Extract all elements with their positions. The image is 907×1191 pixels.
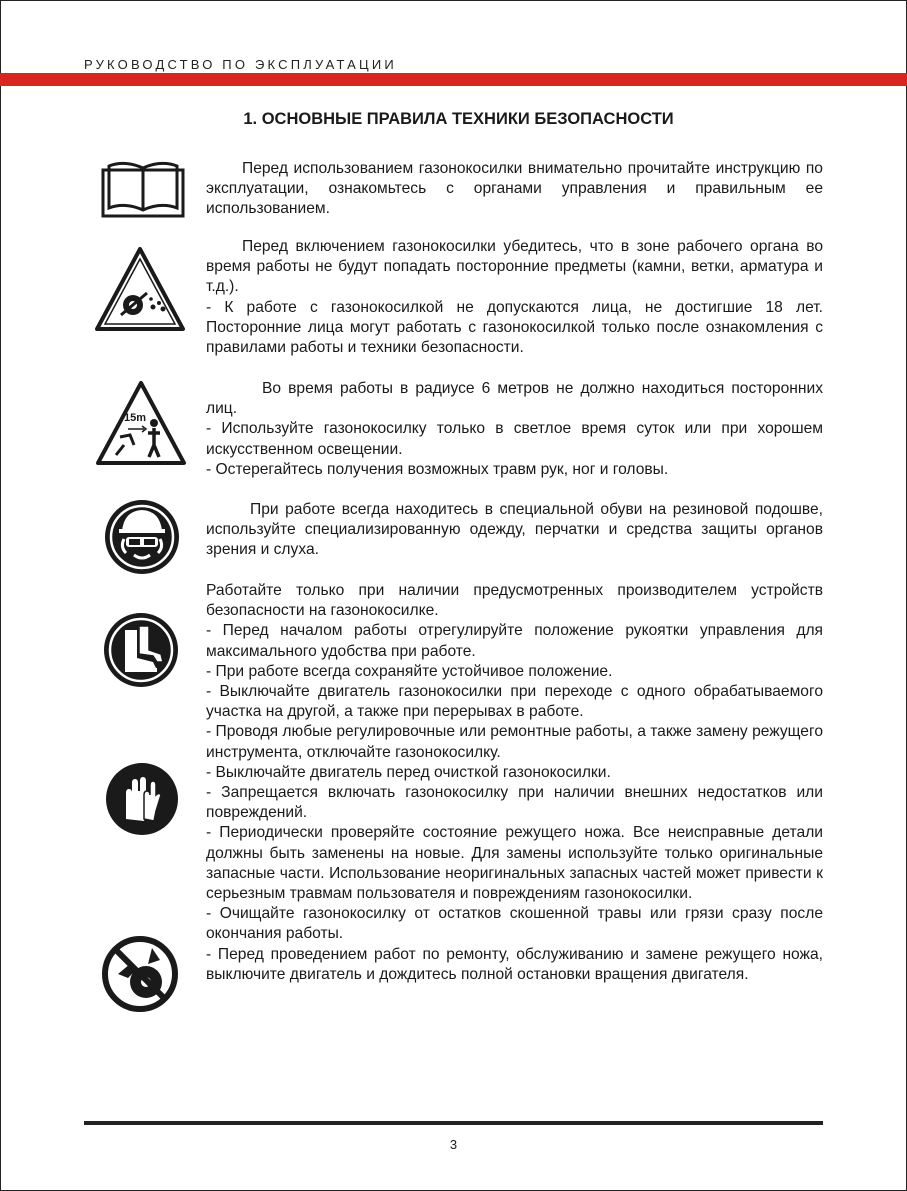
text-block-safety-rules (206, 581, 823, 985)
text-block-work-zone (206, 237, 823, 358)
gloves-icon (104, 761, 180, 837)
paragraph: При работе всегда находитесь в специальной обуви на резиновой подошве, используйте специализированную одежду, перчатки и средства защиты органов зрения и слуха. (206, 501, 823, 559)
header-accent-bar (0, 73, 907, 86)
paragraph: - Выключайте двигатель перед очисткой газонокосилки. (206, 763, 611, 781)
paragraph: Перед включением газонокосилки убедитесь, что в зоне рабочего органа во время работы не будут попадать посторонние предметы (камни, ветки, арматура и т.д.). (206, 238, 823, 296)
text-block-instructions (206, 159, 823, 220)
text-block-distance (206, 379, 823, 480)
no-hands-near-blade-icon (100, 934, 180, 1014)
page-number: 3 (449, 1137, 458, 1152)
paragraph: - Очищайте газонокосилку от остатков скошенной травы или грязи сразу после окончания работы. (206, 905, 823, 943)
paragraph: - Остерегайтесь получения возможных травм рук, ног и головы. (206, 460, 669, 478)
paragraph: - Проводя любые регулировочные или ремонтные работы, а также замену режущего инструмента, отключайте газонокосилку. (206, 723, 823, 761)
book-icon (99, 160, 187, 220)
paragraph: Во время работы в радиусе 6 метров не должно находиться посторонних лиц. (206, 380, 823, 418)
header-label: РУКОВОДСТВО ПО ЭКСПЛУАТАЦИИ (84, 57, 397, 72)
paragraph: - К работе с газонокосилкой не допускаются лица, не достигшие 18 лет. Посторонние лица могут работать с газонокосилкой только после ознакомления с правилами работы и техники безопасности. (206, 298, 823, 357)
safety-boots-icon (101, 610, 181, 690)
footer-rule (84, 1121, 823, 1125)
warning-triangle-distance-icon (94, 379, 188, 467)
paragraph: Работайте только при наличии предусмотренных производителем устройств безопасности на газонокосилке. (206, 582, 823, 620)
paragraph: - Перед началом работы отрегулируйте положение рукоятки управления для максимального удобства при работе. (206, 622, 823, 660)
section-title: 1. ОСНОВНЫЕ ПРАВИЛА ТЕХНИКИ БЕЗОПАСНОСТИ (243, 110, 674, 128)
paragraph: - Выключайте двигатель газонокосилки при переходе с одного обрабатываемого участка на другой, а также при перерывах в работе. (206, 683, 823, 721)
paragraph: - Запрещается включать газонокосилку при наличии внешних недостатков или повреждений. (206, 784, 823, 822)
text-block-protective-equipment (206, 500, 823, 561)
paragraph: - Периодически проверяйте состояние режущего ножа. Все неисправные детали должны быть заменены на новые. Для замены используйте только оригинальные запасные части. Использование неоригинальных запасных частей может привести к серьезным травмам пользователя и повреждениям газонокосилки. (206, 824, 823, 903)
paragraph: - Перед проведением работ по ремонту, обслуживанию и замене режущего ножа, выключите двигатель и дождитесь полной остановки вращения двигателя. (206, 945, 823, 983)
paragraph: - При работе всегда сохраняйте устойчивое положение. (206, 662, 613, 680)
head-protection-icon (102, 497, 182, 577)
distance-label: 15m (124, 412, 147, 424)
paragraph: Перед использованием газонокосилки внимательно прочитайте инструкцию по эксплуатации, ознакомьтесь с органами управления и правильным ее использованием. (206, 160, 823, 218)
warning-triangle-debris-icon (93, 245, 187, 333)
paragraph: - Используйте газонокосилку только в светлое время суток или при хорошем искусственном освещении. (206, 420, 823, 458)
